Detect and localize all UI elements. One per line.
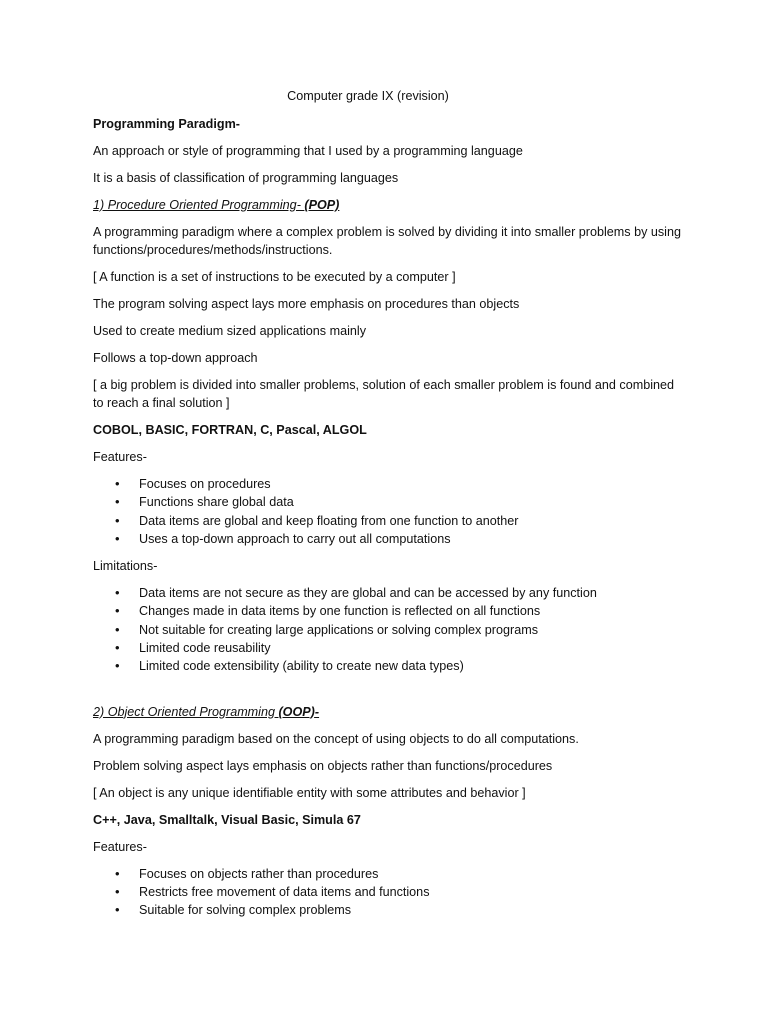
list-item-text: Restricts free movement of data items and functions xyxy=(139,884,430,899)
list-item-text: Uses a top-down approach to carry out all computations xyxy=(139,531,451,546)
pop-emphasis: The program solving aspect lays more emphasis on procedures than objects xyxy=(93,297,520,311)
oop-heading-text: 2) Object Oriented Programming xyxy=(93,704,279,719)
list-item-text: Data items are not secure as they are global and can be accessed by any function xyxy=(139,586,597,601)
list-item xyxy=(93,639,683,657)
bullet-icon: • xyxy=(115,902,120,918)
pop-heading xyxy=(93,196,683,214)
list-item xyxy=(93,512,683,530)
list-item xyxy=(93,602,683,620)
oop-emphasis: Problem solving aspect lays emphasis on objects rather than functions/procedures xyxy=(93,758,553,773)
pop-approach: Follows a top-down approach xyxy=(93,351,258,365)
pop-approach-note: [ a big problem is divided into smaller problems, solution of each smaller problem is found and combined to reach a final solution ] xyxy=(93,378,675,410)
list-item xyxy=(93,493,683,511)
bullet-icon: • xyxy=(115,530,120,546)
list-item xyxy=(93,584,683,602)
bullet-icon: • xyxy=(115,883,120,899)
list-item-text: Suitable for solving complex problems xyxy=(139,903,352,918)
pop-usage: Used to create medium sized applications mainly xyxy=(93,324,366,338)
document-page xyxy=(93,87,683,929)
list-item xyxy=(93,530,683,548)
list-item-text: Changes made in data items by one function is reflected on all functions xyxy=(139,604,541,619)
oop-heading-abbr: (OOP) xyxy=(278,704,315,719)
bullet-icon: • xyxy=(115,603,120,619)
list-item xyxy=(93,475,683,493)
oop-languages: C++, Java, Smalltalk, Visual Basic, Simula 67 xyxy=(93,812,361,827)
list-item-text: Data items are global and keep floating from one function to another xyxy=(139,513,519,528)
list-item-text: Functions share global data xyxy=(139,495,294,510)
list-item xyxy=(93,883,683,901)
oop-heading-suffix: - xyxy=(314,704,320,719)
bullet-icon: • xyxy=(115,658,120,674)
pop-heading-abbr: (POP) xyxy=(304,198,340,212)
pop-definition: A programming paradigm where a complex problem is solved by dividing it into smaller problems by using functions/procedures/methods/instructions. xyxy=(93,225,681,257)
bullet-icon: • xyxy=(115,640,120,656)
oop-object-note: [ An object is any unique identifiable entity with some attributes and behavior ] xyxy=(93,785,526,800)
pop-features-list xyxy=(93,475,683,548)
paradigm-heading: Programming Paradigm- xyxy=(93,117,240,131)
list-item-text: Limited code extensibility (ability to create new data types) xyxy=(139,659,464,674)
pop-function-note: [ A function is a set of instructions to be executed by a computer ] xyxy=(93,270,456,284)
oop-features-label: Features- xyxy=(93,839,147,854)
bullet-icon: • xyxy=(115,865,120,881)
bullet-icon: • xyxy=(115,494,120,510)
list-item-text: Limited code reusability xyxy=(139,641,271,656)
oop-heading xyxy=(93,703,683,721)
document-title: Computer grade IX (revision) xyxy=(287,89,449,103)
bullet-icon: • xyxy=(115,585,120,601)
list-item xyxy=(93,657,683,675)
section-spacer xyxy=(93,685,683,703)
bullet-icon: • xyxy=(115,621,120,637)
list-item-text: Focuses on objects rather than procedures xyxy=(139,866,379,881)
oop-definition: A programming paradigm based on the concept of using objects to do all computations. xyxy=(93,731,579,746)
list-item xyxy=(93,901,683,919)
list-item xyxy=(93,621,683,639)
pop-limitations-list xyxy=(93,584,683,675)
pop-heading-text: 1) Procedure Oriented Programming- xyxy=(93,198,305,212)
list-item-text: Not suitable for creating large applications or solving complex programs xyxy=(139,622,538,637)
pop-features-label: Features- xyxy=(93,450,147,464)
oop-features-list xyxy=(93,865,683,920)
list-item xyxy=(93,865,683,883)
list-item-text: Focuses on procedures xyxy=(139,477,271,491)
bullet-icon: • xyxy=(115,512,120,528)
intro-line-1: An approach or style of programming that I used by a programming language xyxy=(93,144,523,158)
intro-line-2: It is a basis of classification of programming languages xyxy=(93,171,399,185)
pop-languages: COBOL, BASIC, FORTRAN, C, Pascal, ALGOL xyxy=(93,423,367,437)
pop-limitations-label: Limitations- xyxy=(93,559,158,574)
bullet-icon: • xyxy=(115,476,120,491)
